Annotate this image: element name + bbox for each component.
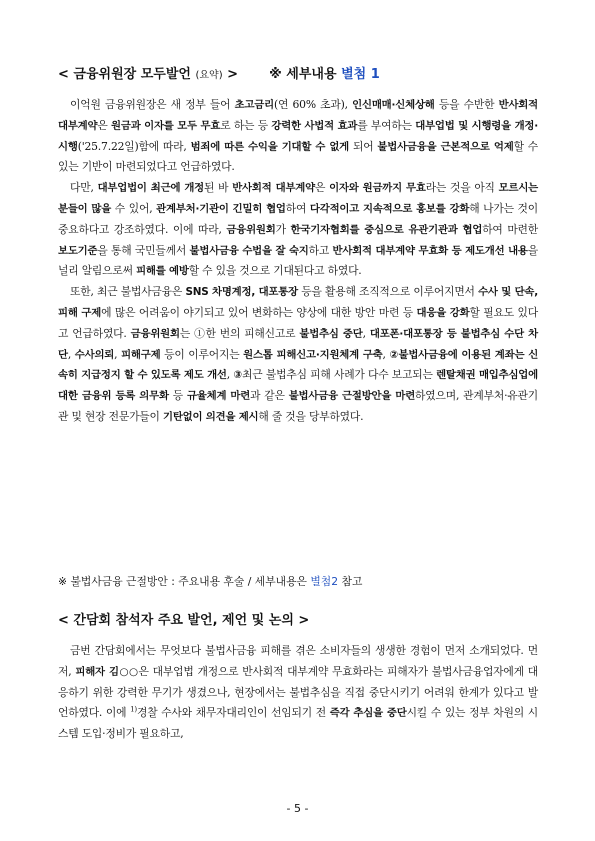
bold-run: 대부업법 및 시행령을 개정·시행 [58,119,539,153]
text-run: 하고 [308,243,333,257]
note-text: ※ 불법사금융 근절방안 : 주요내용 후술 / 세부내용은 [58,575,311,588]
bold-run: 인신매매·신체상해 [352,99,435,111]
text-run: 과 같은 [250,389,289,403]
heading-title: < 금융위원장 모두발언 [58,67,191,82]
bold-run: 금융위원회 [226,223,276,236]
note-tail: 참고 [338,575,363,588]
bold-run: 불법추심 중단 [299,327,363,340]
bold-run: 관계부처·기관이 긴밀히 협업 [156,202,286,215]
text-run: 가 [275,222,291,236]
appendix-2-note [58,573,538,591]
text-run: 은 [314,181,330,195]
bold-run: 피해자 김○○ [75,665,139,678]
text-run: 해 줄 것을 당부하였다. [258,409,364,423]
text-run: 할 수 있는 기반이 마련되었다고 언급하였다. [58,139,538,174]
appendix-1-reference: 별첨 1 [341,67,380,82]
text-run: 할 수 있을 것으로 기대된다고 하였다. [188,264,362,278]
section-heading-participant-remarks [58,612,555,630]
text-run: 하였으며, 관계부처·유관기관 및 현장 전문가들이 [58,389,538,423]
text-run: 을 통해 국민들께서 [97,243,190,257]
text-run: 로 하는 등 [220,118,272,132]
bold-run: 규율체계 마련 [186,390,251,403]
text-run: , [67,347,75,361]
bold-run: 불법사금융을 근본적으로 억제 [377,140,514,153]
text-run: 등이 이루어지는 [160,347,244,361]
bold-run: 수사의뢰 [74,348,115,361]
paragraph [58,95,538,178]
text-run: 하여 마련한 [482,222,539,236]
text-run: 를 부여하는 [357,118,416,132]
bold-run: 피해를 예방 [136,265,189,278]
bold-run: 한국기자협회를 중심으로 유관기관과 협업 [290,223,483,236]
bold-run: 불법사금융 근절방안을 마련 [288,390,416,403]
bold-run: 반사회적 대부계약 [58,99,538,132]
text-run: 해 나가는 것이 중요하다고 강조하였다. 이에 따라, [58,201,538,236]
bold-run: 반사회적 대부계약 무효화 등 제도개선 내용 [332,244,528,257]
paragraph [58,178,538,282]
bold-run: 범죄에 따른 수익을 기대할 수 없게 [190,140,350,153]
text-run: 되어 [349,139,378,153]
bold-run: ②불법사금융에 이용된 계좌는 신속히 지급정지 할 수 있도록 제도 개선 [58,348,539,382]
text-run: 은 [97,118,112,132]
text-run: 된 바 [204,181,233,195]
text-run: , [382,347,390,361]
bold-run: 보도기준 [58,244,98,257]
text-run: , [226,368,234,382]
bold-run: 이자와 원금까지 무효 [329,182,426,195]
bold-run: 반사회적 대부계약 [232,182,315,195]
bold-run: 렌탈채권 매입추심업에 대한 금융위 등록 의무화 [58,369,538,403]
appendix-2-reference: 별첨2 [310,575,339,588]
bold-run: 불법사금융 수법을 잘 숙지 [189,244,309,257]
text-run: 다만, [70,181,98,195]
paragraph [58,282,538,428]
participant-remarks-body [58,641,538,745]
text-run: 경찰 수사와 채무자대리인이 선임되기 전 [136,706,330,720]
paragraph [58,641,538,745]
bold-run: 원금과 이자를 모두 무효 [111,119,221,132]
text-run: 또한, 최근 불법사금융은 [70,285,186,299]
bold-run: 대부업법이 최근에 개정 [97,182,205,195]
text-run: 은 대부업법 개정으로 반사회적 대부계약 무효화라는 피해자가 불법사금융업자에게 대응하기 위한 강력한 무기가 생겼으나, 현장에서는 불법추심을 직접 중단시키기 어려워 한계가 있다고 발언하였다. 이에 [58,664,538,720]
bold-run: 수사 및 단속, 피해 구제 [58,286,538,319]
text-run: 이억원 금융위원장은 새 정부 들어 [70,98,235,111]
bold-run: ③ [233,369,243,382]
text-run: 에 많은 어려움이 야기되고 있어 변화하는 양상에 대한 방안 마련 등 [101,305,417,319]
bold-run: 원스톱 피해신고·지원체계 구축 [243,348,383,361]
text-run: 등을 수반한 [434,98,499,111]
bold-run: 즉각 추심을 중단 [329,707,407,720]
heading-detail-note: ※ 세부내용 [269,67,337,82]
text-run: 금번 간담회에서는 무엇보다 불법사금융 피해를 겪은 소비자들의 생생한 경험이 먼저 소개되었다. 먼저, [58,644,538,678]
bold-run: 모르시는 분들이 많을 [58,182,538,215]
text-run: 을 널리 알림으로써 [58,243,538,278]
text-run: 하여 [285,201,310,215]
bold-run: SNS 차명계정, 대포통장 [185,286,298,299]
heading-summary-tag: (요약) [195,70,223,81]
section-heading-chair-remarks [58,66,555,85]
text-run: 시킬 수 있는 정부 차원의 시스템 도입·정비가 필요하고, [58,706,538,741]
heading-title: < 간담회 참석자 주요 발언, 제언 및 논의 > [58,613,310,628]
chair-remarks-body [58,95,538,428]
heading-close-bracket: > [227,67,239,82]
text-run: ('25.7.22일)함에 따라, [77,139,191,153]
text-run: 할 필요도 있다고 언급하였다. [58,305,538,340]
text-run: , [362,326,370,340]
bold-run: 금융위원회 [130,327,180,340]
page-number: - 5 - [286,802,309,815]
bold-run: 기탄없이 의견을 제시 [163,410,259,423]
text-run: 는 ①한 번의 피해신고로 [179,326,300,340]
text-run: 등을 활용해 조직적으로 이루어지면서 [297,285,479,299]
text-run: 최근 불법추심 피해 사례가 다수 보고되는 [242,368,437,382]
text-run: 라는 것을 아직 [425,181,499,195]
bold-run: 다각적이고 지속적으로 홍보를 강화 [309,202,470,215]
bold-run: 초고금리 [234,99,274,111]
text-run: , [114,347,122,361]
bold-run: 강력한 사법적 효과 [271,119,358,132]
text-run: 수 있어, [111,201,157,215]
bold-run: 피해구제 [121,348,161,361]
footnote-marker: 1) [130,705,137,714]
text-run: 등 [168,389,187,403]
bold-run: 대응을 강화 [416,306,470,319]
text-run: (연 60% 초과), [273,98,353,111]
bold-run: 대포폰·대포통장 등 불법추심 수단 차단 [58,327,538,361]
